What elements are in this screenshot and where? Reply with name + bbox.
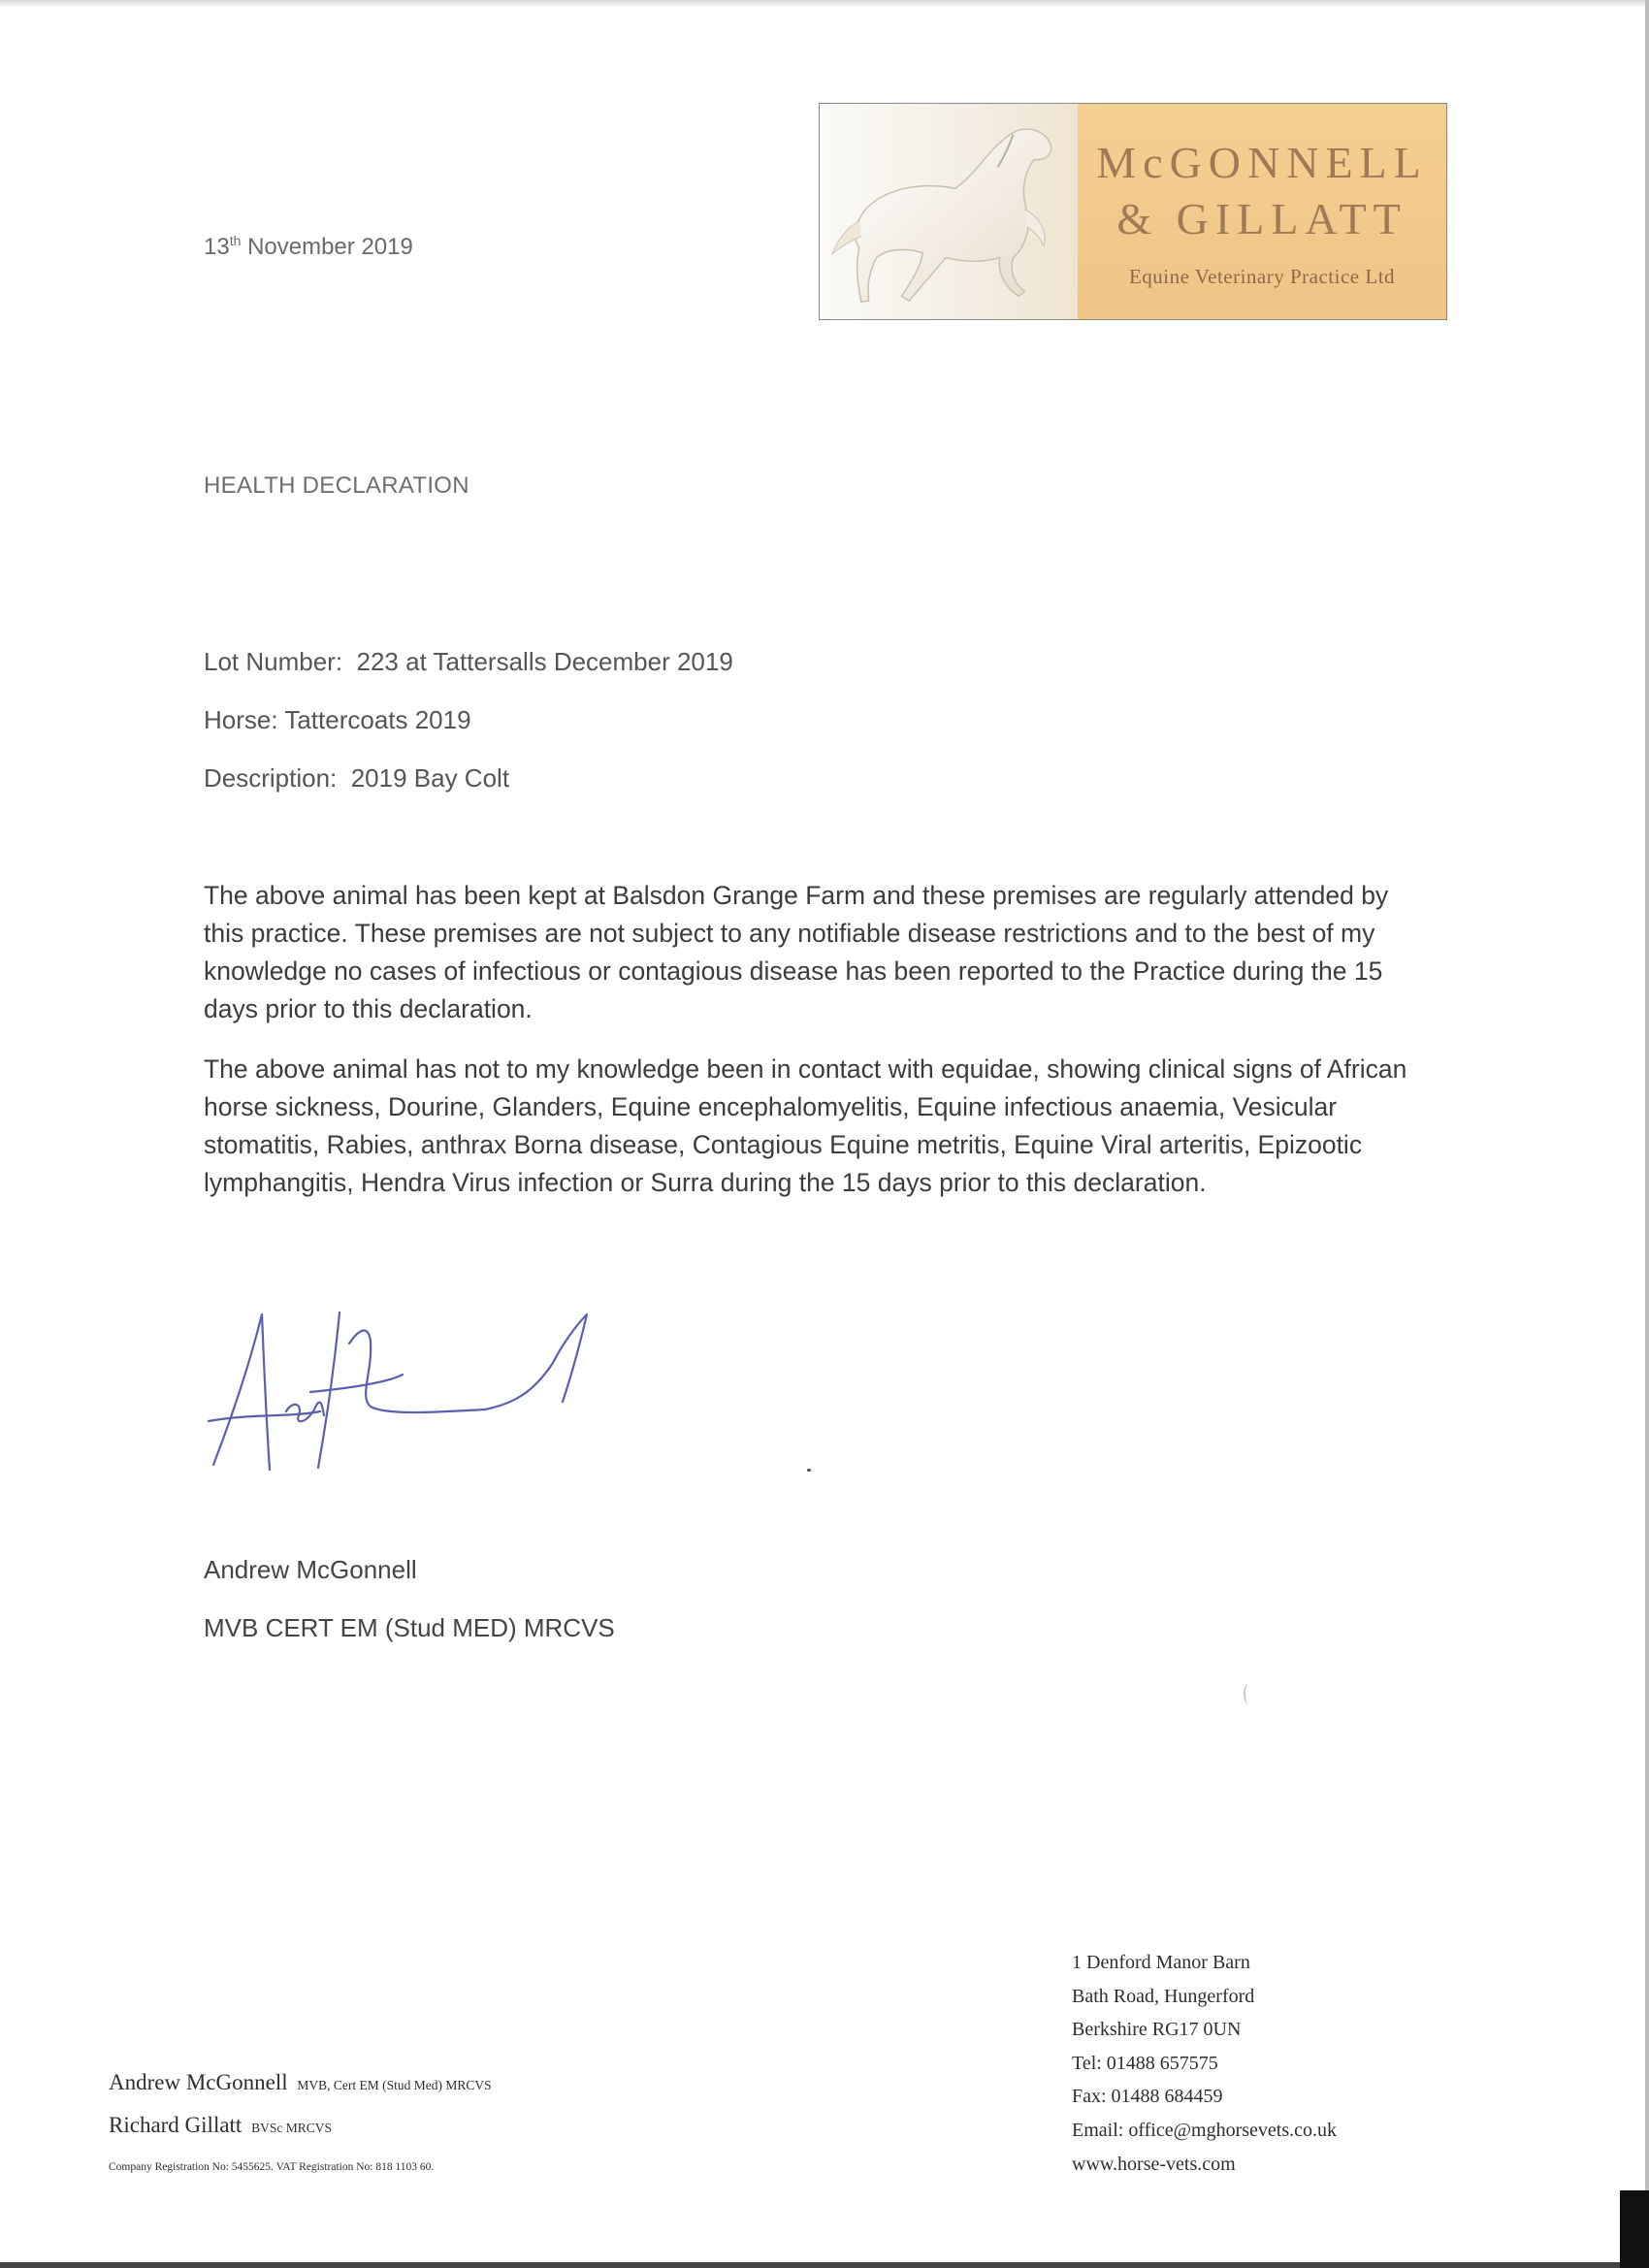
logo-line-2: & GILLATT xyxy=(1116,193,1407,243)
logo-line-1: McGONNELL xyxy=(1096,137,1428,187)
ink-speck xyxy=(1244,1683,1253,1704)
scan-edge-right xyxy=(1645,0,1649,2268)
letter-date xyxy=(204,233,413,261)
date-month-year: November 2019 xyxy=(247,234,413,260)
fax-line: Fax: 01488 684459 xyxy=(1072,2086,1223,2108)
lot-number-line: Lot Number: 223 at Tattersalls December 2019 xyxy=(204,647,733,676)
address-line: Bath Road, Hungerford xyxy=(1072,1985,1255,2007)
phone-line: Tel: 01488 657575 xyxy=(1072,2052,1218,2074)
letterhead-text-panel xyxy=(1078,104,1446,319)
partner-2-name: Richard Gillatt xyxy=(109,2113,242,2137)
partner-1-quals: MVB, Cert EM (Stud Med) MRCVS xyxy=(297,2078,492,2092)
description-line: Description: 2019 Bay Colt xyxy=(204,763,510,793)
company-registration: Company Registration No: 5455625. VAT Registration No: 818 1103 60. xyxy=(109,2161,435,2173)
footer-partner-2 xyxy=(109,2113,332,2138)
body-paragraph-2: The above animal has not to my knowledge been in contact with equidae, showing clinical signs of African horse sickness, Dourine, Glanders, Equine encephalomyelitis, Equine infectious anaemia, Vesicular stomatitis, Rabies, anthrax Borna disease, Contagious Equine metritis, Equine Viral arteritis, Epizootic lymphangitis, Hendra Virus infection or Surra during the 15 days prior to this declaration. xyxy=(204,1054,1407,1197)
body-paragraph-1: The above animal has been kept at Balsdon Grange Farm and these premises are regularly attended by this practice. These premises are not subject to any notifiable disease restrictions and to the best of my knowledge no cases of infectious or contagious disease has been reported to the Practice during the 15 days prior to this declaration. xyxy=(204,881,1389,1023)
scan-edge-bottom xyxy=(0,2262,1649,2268)
horse-line: Horse: Tattercoats 2019 xyxy=(204,705,471,734)
website-line: www.horse-vets.com xyxy=(1072,2153,1236,2175)
signatory-qualifications: MVB CERT EM (Stud MED) MRCVS xyxy=(204,1613,615,1642)
scan-corner xyxy=(1620,2190,1649,2268)
signatory-name: Andrew McGonnell xyxy=(204,1555,417,1584)
scan-edge-top xyxy=(0,0,1649,8)
practice-address-block xyxy=(1072,1946,1337,2181)
horse-icon xyxy=(820,104,1078,319)
letterhead-logo xyxy=(819,103,1447,320)
address-line: Berkshire RG17 0UN xyxy=(1072,2019,1242,2041)
email-line: Email: office@mghorsevets.co.uk xyxy=(1072,2119,1337,2141)
document-heading: HEALTH DECLARATION xyxy=(204,472,469,499)
footer-partner-1 xyxy=(109,2070,492,2095)
date-day: 13 xyxy=(204,234,230,260)
partner-1-name: Andrew McGonnell xyxy=(109,2070,288,2094)
handwritten-signature xyxy=(194,1295,679,1479)
ink-speck xyxy=(807,1469,811,1472)
address-line: 1 Denford Manor Barn xyxy=(1072,1952,1250,1973)
partner-2-quals: BVSc MRCVS xyxy=(251,2121,332,2135)
logo-tagline: Equine Veterinary Practice Ltd xyxy=(1128,264,1396,288)
date-suffix: th xyxy=(229,233,242,248)
horse-logo-image xyxy=(820,104,1078,319)
